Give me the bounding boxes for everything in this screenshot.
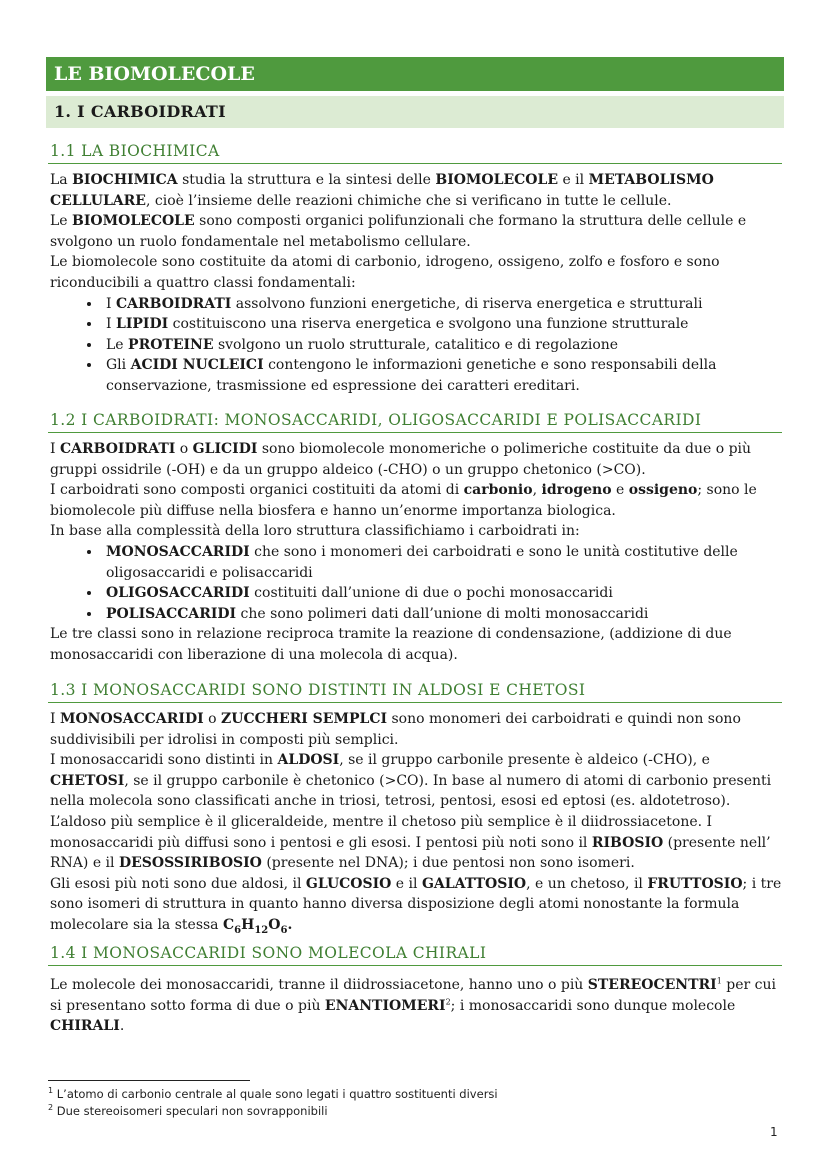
- bullet-list: [48, 542, 782, 624]
- paragraph: Le biomolecole sono costituite da atomi di carbonio, idrogeno, ossigeno, zolfo e fosforo e sono riconducibili a quattro classi fondamentali:: [50, 254, 720, 291]
- paragraph: L’aldoso più semplice è il gliceraldeide, mentre il chetoso più semplice è il diidrossiacetone. I monosaccaridi più diffusi sono i pentosi e gli esosi. I pentosi più noti sono il RIBOSIO (presente nell’ RNA) e il DESOSSIRIBOSIO (presente nel DNA); i due pentosi non sono isomeri.: [50, 813, 771, 872]
- footnote-ref[interactable]: 1: [716, 976, 722, 986]
- chapter-subtitle: 1. I CARBOIDRATI: [46, 96, 784, 128]
- section-1-2: [48, 411, 782, 666]
- section-1-4: [48, 944, 782, 1037]
- paragraph: I monosaccaridi sono distinti in ALDOSI, se il gruppo carbonile presente è aldeico (-CHO), e CHETOSI, se il gruppo carbonile è chetonico (>CO). In base al numero di atomi di carbonio presenti nella molecola sono classificati anche in triosi, tetrosi, pentosi, esosi ed eptosi (es. aldotetroso).: [50, 752, 772, 810]
- section-title: 1.4 I MONOSACCARIDI SONO MOLECOLA CHIRALI: [48, 944, 782, 966]
- section-1-1: [48, 142, 782, 397]
- page-number: 1: [770, 1125, 778, 1139]
- paragraph: Gli esosi più noti sono due aldosi, il GLUCOSIO e il GALATTOSIO, e un chetoso, il FRUTTOSIO; i tre sono isomeri di struttura in quanto hanno diversa disposizione degli atomi nonostante la formula molecolare sia la stessa $C_6H_{12}O_6$.: [50, 875, 782, 936]
- footnote-ref[interactable]: 2: [445, 996, 451, 1006]
- paragraph: I MONOSACCARIDI o ZUCCHERI SEMPLCI sono monomeri dei carboidrati e quindi non sono suddivisibili per idrolisi in composti più semplici.: [50, 711, 741, 748]
- chapter-title: LE BIOMOLECOLE: [46, 57, 784, 91]
- footnote-divider: [48, 1080, 250, 1081]
- paragraph: Le BIOMOLECOLE sono composti organici polifunzionali che formano la struttura delle cellule e svolgono un ruolo fondamentale nel metabolismo cellulare.: [50, 213, 747, 250]
- section-title: 1.2 I CARBOIDRATI: MONOSACCARIDI, OLIGOSACCARIDI E POLISACCARIDI: [48, 411, 782, 433]
- section-title: 1.3 I MONOSACCARIDI SONO DISTINTI IN ALDOSI E CHETOSI: [48, 681, 782, 703]
- list-item: • I CARBOIDRATI assolvono funzioni energetiche, di riserva energetica e strutturali: [102, 294, 782, 315]
- footnotes: [48, 1086, 498, 1120]
- section-title: 1.1 LA BIOCHIMICA: [48, 142, 782, 164]
- list-item: • Gli ACIDI NUCLEICI contengono le informazioni genetiche e sono responsabili della conservazione, trasmissione ed espressione dei caratteri ereditari.: [102, 355, 782, 396]
- paragraph: I CARBOIDRATI o GLICIDI sono biomolecole monomeriche o polimeriche costituite da due o più gruppi ossidrile (-OH) e da un gruppo aldeico (-CHO) o un gruppo chetonico (>CO).: [50, 441, 752, 478]
- list-item: • Le PROTEINE svolgono un ruolo strutturale, catalitico e di regolazione: [102, 335, 782, 356]
- footnote: $^2$ Due stereoisomeri speculari non sovrapponibili: [48, 1103, 328, 1118]
- paragraph: Le molecole dei monosaccaridi, tranne il diidrossiacetone, hanno uno o più STEREOCENTRI$^1$ per cui si presentano sotto forma di due o più ENANTIOMERI$^2$; i monosaccaridi sono dunque molecole CHIRALI.: [50, 976, 776, 1035]
- list-item: • I LIPIDI costituiscono una riserva energetica e svolgono una funzione strutturale: [102, 314, 782, 335]
- paragraph: I carboidrati sono composti organici costituiti da atomi di carbonio, idrogeno e ossigeno; sono le biomolecole più diffuse nella biosfera e hanno un’enorme importanza biologica.: [50, 482, 757, 519]
- molecular-formula: $C_6H_{12}O_6$.: [222, 916, 293, 936]
- paragraph: La BIOCHIMICA studia la struttura e la sintesi delle BIOMOLECOLE e il METABOLISMO CELLULARE, cioè l’insieme delle reazioni chimiche che si verificano in tutte le cellule.: [50, 172, 714, 209]
- footnote: $^1$ L’atomo di carbonio centrale al quale sono legati i quattro sostituenti diversi: [48, 1086, 498, 1101]
- list-item: • OLIGOSACCARIDI costituiti dall’unione di due o pochi monosaccaridi: [102, 583, 782, 604]
- paragraph: Le tre classi sono in relazione reciproca tramite la reazione di condensazione, (addizione di due monosaccaridi con liberazione di una molecola di acqua).: [50, 626, 732, 663]
- section-1-3: [48, 681, 782, 936]
- paragraph: In base alla complessità della loro struttura classifichiamo i carboidrati in:: [50, 523, 580, 540]
- bullet-list: [48, 294, 782, 397]
- list-item: • MONOSACCARIDI che sono i monomeri dei carboidrati e sono le unità costitutive delle oligosaccaridi e polisaccaridi: [102, 542, 782, 583]
- list-item: • POLISACCARIDI che sono polimeri dati dall’unione di molti monosaccaridi: [102, 604, 782, 625]
